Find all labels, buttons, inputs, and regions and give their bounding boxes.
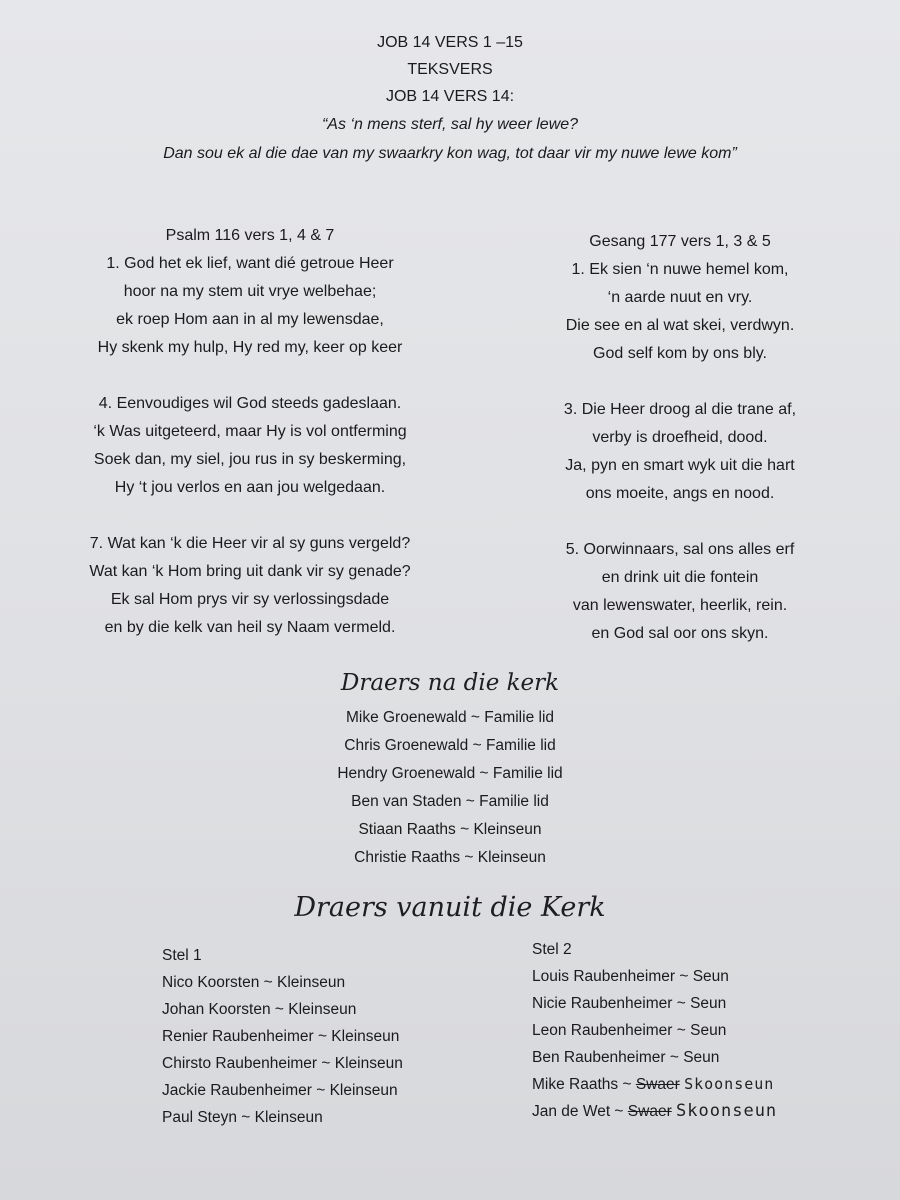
stel-1-list [162, 942, 482, 1131]
pallbearer-name: Nicie Raubenheimer ~ Seun [532, 995, 727, 1012]
pallbearer-name: Stiaan Raaths ~ Kleinseun [358, 821, 542, 838]
pallbearer-name: Louis Raubenheimer ~ Seun [532, 968, 729, 985]
scripture-reference: JOB 14 VERS 1 –15 [377, 34, 523, 51]
stel-2-label: Stel 2 [532, 941, 572, 958]
psalm-line: ek roep Hom aan in al my lewensdae, [116, 311, 384, 328]
gesang-line: Ja, pyn en smart wyk uit die hart [565, 457, 795, 474]
pallbearer-name: Christie Raaths ~ Kleinseun [354, 849, 546, 866]
gesang-title: Gesang 177 vers 1, 3 & 5 [589, 233, 771, 250]
pallbearer-name: Chirsto Raubenheimer ~ Kleinseun [162, 1055, 403, 1072]
psalm-line: Hy ‘t jou verlos en aan jou welgedaan. [114, 479, 386, 496]
teksvers-reference: JOB 14 VERS 14: [385, 88, 515, 105]
psalm-line: Hy skenk my hulp, Hy red my, keer op keer [97, 339, 403, 356]
pallbearer-name: Hendry Groenewald ~ Familie lid [337, 765, 563, 782]
gesang-line: God self kom by ons bly. [593, 345, 767, 362]
pallbearer-edited-entry [532, 1071, 872, 1098]
psalm-line: ‘k Was uitgeteerd, maar Hy is vol ontferming [93, 423, 407, 440]
psalm-column [40, 222, 460, 642]
gesang-line: van lewenswater, heerlik, rein. [572, 597, 788, 614]
pallbearer-name: Ben van Staden ~ Familie lid [351, 793, 549, 810]
psalm-line: en by die kelk van heil sy Naam vermeld. [104, 619, 396, 636]
pallbearer-name: Ben Raubenheimer ~ Seun [532, 1049, 720, 1066]
struck-relation: Swaer [635, 1076, 680, 1093]
gesang-line: 1. Ek sien ‘n nuwe hemel kom, [571, 261, 789, 278]
handwritten-correction: Skoonseun [684, 1075, 775, 1093]
pallbearer-edited-entry [532, 1098, 872, 1125]
gesang-line: Die see en al wat skei, verdwyn. [565, 317, 795, 334]
gesang-column [480, 228, 880, 648]
gesang-line: ‘n aarde nuut en vry. [607, 289, 753, 306]
psalm-line: Ek sal Hom prys vir sy verlossingsdade [110, 591, 390, 608]
quote-line-2: Dan sou ek al die dae van my swaarkry kon wag, tot daar vir my nuwe lewe kom” [163, 145, 737, 162]
quote-line-1: “As ‘n mens sterf, sal hy weer lewe? [321, 116, 579, 133]
pallbearer-name: Chris Groenewald ~ Familie lid [344, 737, 556, 754]
psalm-line: 1. God het ek lief, want dié getroue Heer [106, 255, 394, 272]
struck-relation: Swaer [627, 1103, 672, 1120]
gesang-line: 5. Oorwinnaars, sal ons alles erf [565, 541, 795, 558]
gesang-line: verby is droefheid, dood. [592, 429, 768, 446]
gesang-line: en drink uit die fontein [601, 569, 759, 586]
psalm-line: hoor na my stem uit vrye welbehae; [123, 283, 377, 300]
pallbearer-name: Jan de Wet ~ [532, 1103, 628, 1120]
gesang-line: ons moeite, angs en nood. [585, 485, 775, 502]
gesang-line: en God sal oor ons skyn. [591, 625, 769, 642]
draers-na-heading: Draers na die kerk [340, 670, 560, 696]
teksvers-label: TEKSVERS [407, 61, 493, 78]
pallbearer-name: Nico Koorsten ~ Kleinseun [162, 974, 346, 991]
stel-2-list [532, 936, 872, 1125]
stel-1-label: Stel 1 [162, 947, 202, 964]
psalm-line: 4. Eenvoudiges wil God steeds gadeslaan. [98, 395, 402, 412]
pallbearer-name: Johan Koorsten ~ Kleinseun [162, 1001, 357, 1018]
pallbearer-name: Jackie Raubenheimer ~ Kleinseun [162, 1082, 398, 1099]
psalm-line: Wat kan ‘k Hom bring uit dank vir sy genade? [89, 563, 411, 580]
psalm-line: 7. Wat kan ‘k die Heer vir al sy guns vergeld? [89, 535, 411, 552]
handwritten-correction: Skoonseun [676, 1101, 778, 1121]
pallbearer-name: Leon Raubenheimer ~ Seun [532, 1022, 727, 1039]
draers-vanuit-heading: Draers vanuit die Kerk [294, 892, 606, 923]
gesang-line: 3. Die Heer droog al die trane af, [563, 401, 797, 418]
pallbearer-name: Mike Raaths ~ [532, 1076, 636, 1093]
pallbearer-name: Mike Groenewald ~ Familie lid [345, 709, 555, 726]
pallbearer-name: Renier Raubenheimer ~ Kleinseun [162, 1028, 400, 1045]
psalm-title: Psalm 116 vers 1, 4 & 7 [165, 227, 335, 244]
draers-na-list [0, 704, 900, 872]
pallbearer-name: Paul Steyn ~ Kleinseun [162, 1109, 323, 1126]
psalm-line: Soek dan, my siel, jou rus in sy beskerming, [93, 451, 407, 468]
